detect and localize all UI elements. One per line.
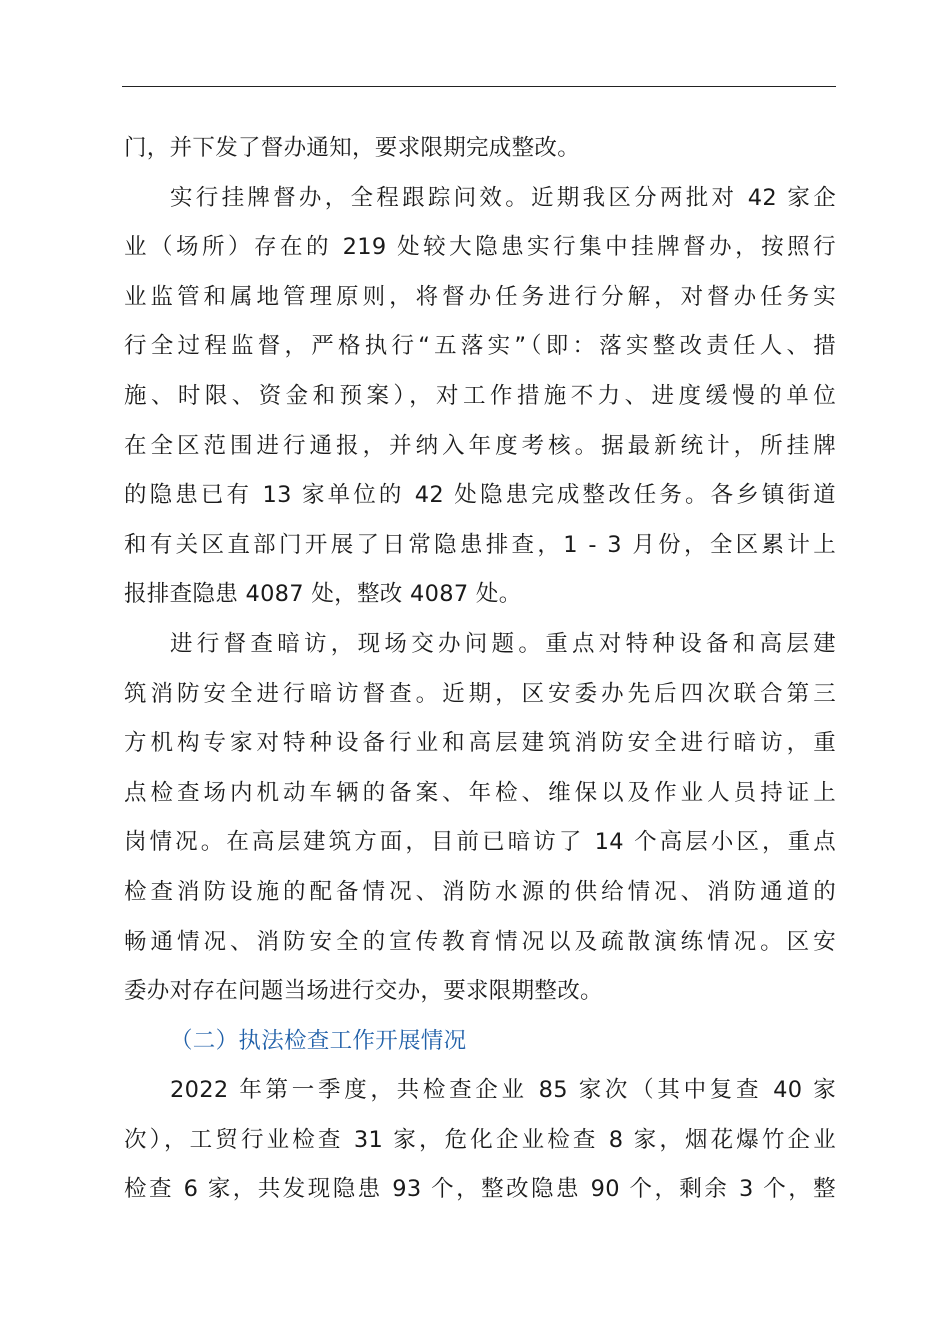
text-line: 和有关区直部门开展了日常隐患排查，1 - 3 月份，全区累计上 [124,531,836,558]
text-line: 报排查隐患 4087 处，整改 4087 处。 [124,581,522,608]
text-line: 畅通情况、消防安全的宣传教育情况以及疏散演练情况。区安 [124,928,836,955]
text-line: 实行挂牌督办，全程跟踪问效。近期我区分两批对 42 家企 [170,184,836,211]
text-line: 业监管和属地管理原则，将督办任务进行分解，对督办任务实 [124,283,836,310]
text-line: 业（场所）存在的 219 处较大隐患实行集中挂牌督办，按照行 [124,234,836,261]
text-line: 筑消防安全进行暗访督查。近期，区安委办先后四次联合第三 [124,680,836,707]
text-line: 委办对存在问题当场进行交办，要求限期整改。 [124,978,603,1005]
text-line: 施、时限、资金和预案），对工作措施不力、进度缓慢的单位 [124,382,836,409]
document-body [124,124,836,1215]
text-line: 门，并下发了督办通知，要求限期完成整改。 [124,135,581,161]
text-line: 的隐患已有 13 家单位的 42 处隐患完成整改任务。各乡镇街道 [124,482,836,509]
section-heading: （二）执法检查工作开展情况 [170,1027,467,1054]
text-line: 在全区范围进行通报，并纳入年度考核。据最新统计，所挂牌 [124,432,836,459]
text-line: 检查消防设施的配备情况、消防水源的供给情况、消防通道的 [124,878,836,905]
text-line: 进行督查暗访，现场交办问题。重点对特种设备和高层建 [170,630,836,657]
text-line: 2022 年第一季度，共检查企业 85 家次（其中复查 40 家 [170,1077,836,1104]
paragraph-listed-supervision [124,174,836,571]
text-line: 点检查场内机动车辆的备案、年检、维保以及作业人员持证上 [124,779,836,806]
paragraph-continuation [124,124,836,174]
text-line: 岗情况。在高层建筑方面，目前已暗访了 14 个高层小区，重点 [124,829,836,856]
text-line: 行全过程监督，严格执行“五落实”（即：落实整改责任人、措 [124,333,836,360]
text-line: 方机构专家对特种设备行业和高层建筑消防安全进行暗访，重 [124,730,836,757]
text-line: 检查 6 家，共发现隐患 93 个，整改隐患 90 个，剩余 3 个，整 [124,1176,836,1203]
paragraph-law-enforcement [124,1066,836,1215]
text-line: 次），工贸行业检查 31 家，危化企业检查 8 家，烟花爆竹企业 [124,1126,836,1153]
paragraph-undercover-inspection [124,620,836,967]
header-rule [122,86,836,87]
paragraph-listed-supervision-end [124,570,836,620]
paragraph-undercover-inspection-end [124,967,836,1017]
